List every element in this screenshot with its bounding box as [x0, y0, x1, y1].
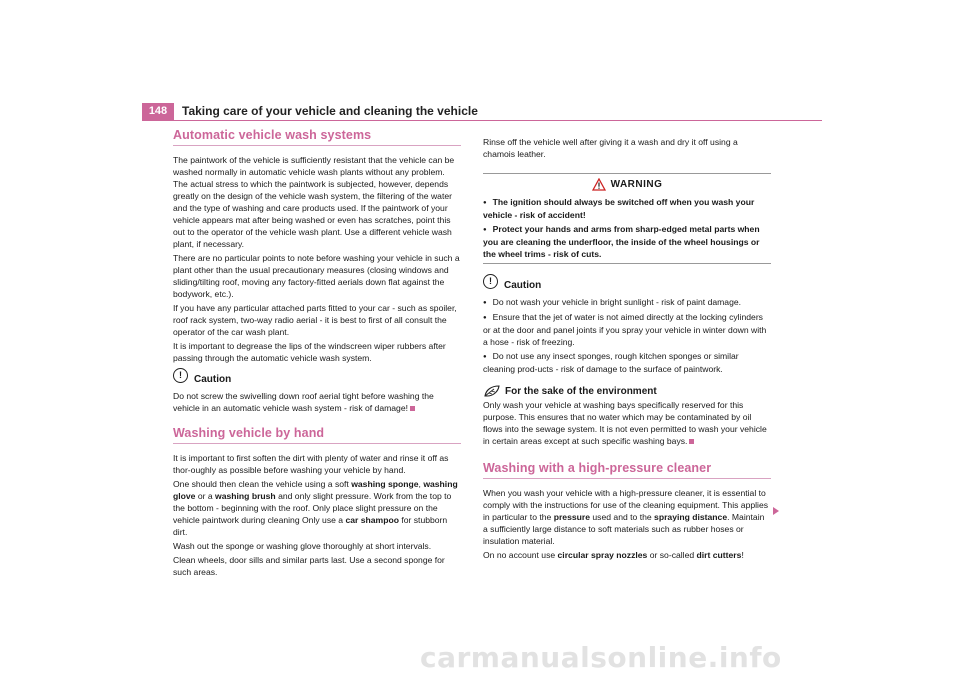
section-title-high-pressure: Washing with a high-pressure cleaner [483, 461, 771, 479]
warning-item: ● The ignition should always be switched off when you wash your vehicle - risk of accident! [483, 196, 771, 221]
paragraph: Rinse off the vehicle well after giving it a wash and dry it off using a chamois leather. [483, 137, 738, 159]
watermark: carmanualsonline.info [420, 641, 782, 674]
caution-item: ● Ensure that the jet of water is not aimed directly at the locking cylinders or at the door and panel joints if you spray your vehicle in winter down with a hose - risk of freezing. [483, 311, 771, 348]
section-title-hand-wash: Washing vehicle by hand [173, 426, 461, 444]
warning-triangle-icon [592, 178, 606, 191]
right-column [483, 128, 771, 561]
page-title: Taking care of your vehicle and cleaning the vehicle [182, 104, 478, 118]
paragraph: Wash out the sponge or washing glove thoroughly at short intervals. [173, 541, 432, 551]
warning-label: WARNING [610, 179, 663, 190]
caution-heading [483, 278, 771, 293]
page-header [142, 103, 822, 125]
caution-icon: ! [483, 274, 498, 289]
section-end-mark [410, 406, 415, 411]
caution-heading [173, 372, 461, 387]
left-column [173, 128, 461, 578]
environment-label: For the sake of the environment [505, 385, 657, 397]
paragraph: One should then clean the vehicle using a soft washing sponge, washing glove or a washing brush and only slight pressure. Work from the top to the bottom - beginning with the roof. Only place slight pressure on the vehicle paintwork during cleaning Only use a car shampoo for stubborn dirt. [173, 479, 458, 537]
caution-icon: ! [173, 368, 188, 383]
header-rule [142, 120, 822, 121]
paragraph: On no account use circular spray nozzles or so-called dirt cutters! [483, 550, 744, 560]
paragraph: Clean wheels, door sills and similar parts last. Use a second sponge for such areas. [173, 555, 445, 577]
environment-leaf-icon [483, 384, 501, 398]
warning-heading [483, 178, 771, 191]
section-title-automatic-wash: Automatic vehicle wash systems [173, 128, 461, 146]
caution-label: Caution [504, 280, 542, 291]
paragraph: When you wash your vehicle with a high-pressure cleaner, it is essential to comply with the instructions for use of the cleaning equipment. This applies in particular to the pressure used and to the spraying distance. Maintain a sufficiently large distance to soft materials such as rubber hoses or insulation material. [483, 488, 769, 546]
environment-heading [483, 384, 771, 398]
paragraph: The paintwork of the vehicle is sufficiently resistant that the vehicle can be washed normally in automatic vehicle wash plants without any problem. The actual stress to which the paintwork is subjected, however, depends greatly on the design of the vehicle wash system, the filtering of the water and the type of washing and care products used. If the paintwork of your vehicle appears mat after being washed or even has scratches, point this out to the operator of the vehicle wash plant. Use a different vehicle wash plant, if necessary. [173, 155, 455, 249]
warning-box [483, 173, 771, 264]
caution-item: ● Do not wash your vehicle in bright sunlight - risk of paint damage. [483, 296, 771, 309]
paragraph: If you have any particular attached parts fitted to your car - such as spoiler, roof rack system, two-way radio aerial - it is best to first of all consult the operator of the car wash plant. [173, 303, 457, 337]
caution-label: Caution [194, 374, 232, 385]
environment-text: Only wash your vehicle at washing bays specifically reserved for this purpose. This ensures that no water which may be contaminated by oil flows into the sewage system. It is not even permitted to wash your vehicle in certain areas except at such specific washing bays. [483, 400, 767, 446]
section-end-mark [689, 439, 694, 444]
caution-item: ● Do not use any insect sponges, rough kitchen sponges or similar cleaning prod-ucts - risk of damage to the surface of paintwork. [483, 350, 771, 375]
paragraph: There are no particular points to note before washing your vehicle in such a plant other than the usual precautionary measures (closing windows and sliding/tilting roof, moving any factory-fitted aerials down flat against the bodywork, etc.). [173, 253, 460, 299]
continue-arrow-icon [773, 507, 779, 515]
paragraph: It is important to first soften the dirt with plenty of water and rinse it off as thor-oughly as possible before washing your vehicle by hand. [173, 453, 449, 475]
section-high-pressure [483, 461, 771, 561]
paragraph: It is important to degrease the lips of the windscreen wiper rubbers after passing through the automatic vehicle wash system. [173, 341, 446, 363]
section-hand-wash [173, 426, 461, 578]
warning-item: ● Protect your hands and arms from sharp-edged metal parts when you are cleaning the underfloor, the inside of the wheel housings or the wheel trims - risk of cuts. [483, 223, 771, 260]
caution-text: Do not screw the swivelling down roof aerial tight before washing the vehicle in an automatic vehicle wash system - risk of damage! [173, 391, 434, 413]
page-number: 148 [142, 103, 174, 120]
